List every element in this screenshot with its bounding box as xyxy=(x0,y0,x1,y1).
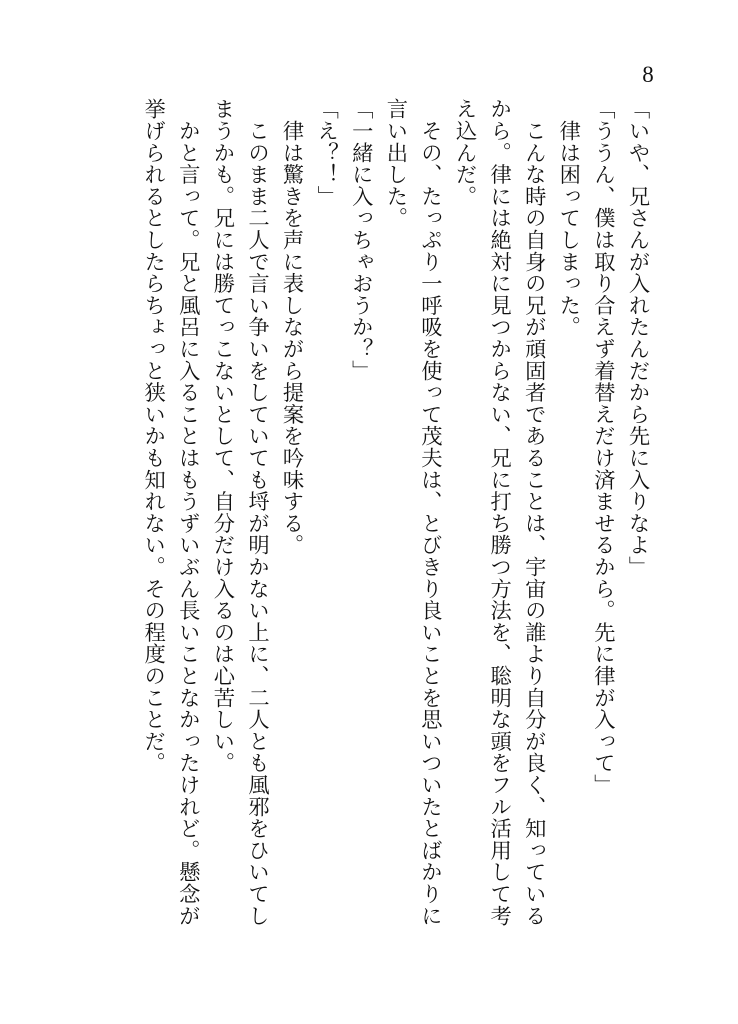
text-line: から。律には絶対に見つからない、兄に打ち勝つ方法を、聡明な頭をフル活用して考 xyxy=(486,98,512,927)
text-line: 「一緒に入っちゃおうか？」 xyxy=(348,98,374,382)
text-line: こんな時の自身の兄が頑固者であることは、宇宙の誰より自分が良く、知っている xyxy=(521,98,547,927)
text-line: まうかも。兄には勝てっこないとして、自分だけ入るのは心苦しい。 xyxy=(209,98,235,774)
vertical-text-body xyxy=(94,98,654,978)
text-line: 「え？！」 xyxy=(313,98,339,207)
text-line: 律は驚きを声に表しながら提案を吟味する。 xyxy=(279,98,305,556)
text-line: 「いや、兄さんが入れたんだから先に入りなよ」 xyxy=(625,98,650,578)
text-line: え込んだ。 xyxy=(452,98,478,207)
text-line: 言い出した。 xyxy=(382,98,408,229)
text-line: このまま二人で言い争いをしていても埒が明かない上に、二人とも風邪をひいてし xyxy=(244,98,270,927)
text-line: 律は困ってしまった。 xyxy=(555,98,581,338)
text-line: かと言って。兄と風呂に入ることはもうずいぶん長いことなかったけれど。懸念が xyxy=(175,98,201,927)
text-line: 挙げられるとしたらちょっと狭いかも知れない。その程度のことだ。 xyxy=(140,98,166,774)
text-line: 「ううん、僕は取り合えず着替えだけ済ませるから。先に律が入って」 xyxy=(590,98,616,796)
page-number: 8 xyxy=(642,62,654,87)
text-line: その、たっぷり一呼吸を使って茂夫は、とびきり良いことを思いついたとばかりに xyxy=(417,98,443,927)
